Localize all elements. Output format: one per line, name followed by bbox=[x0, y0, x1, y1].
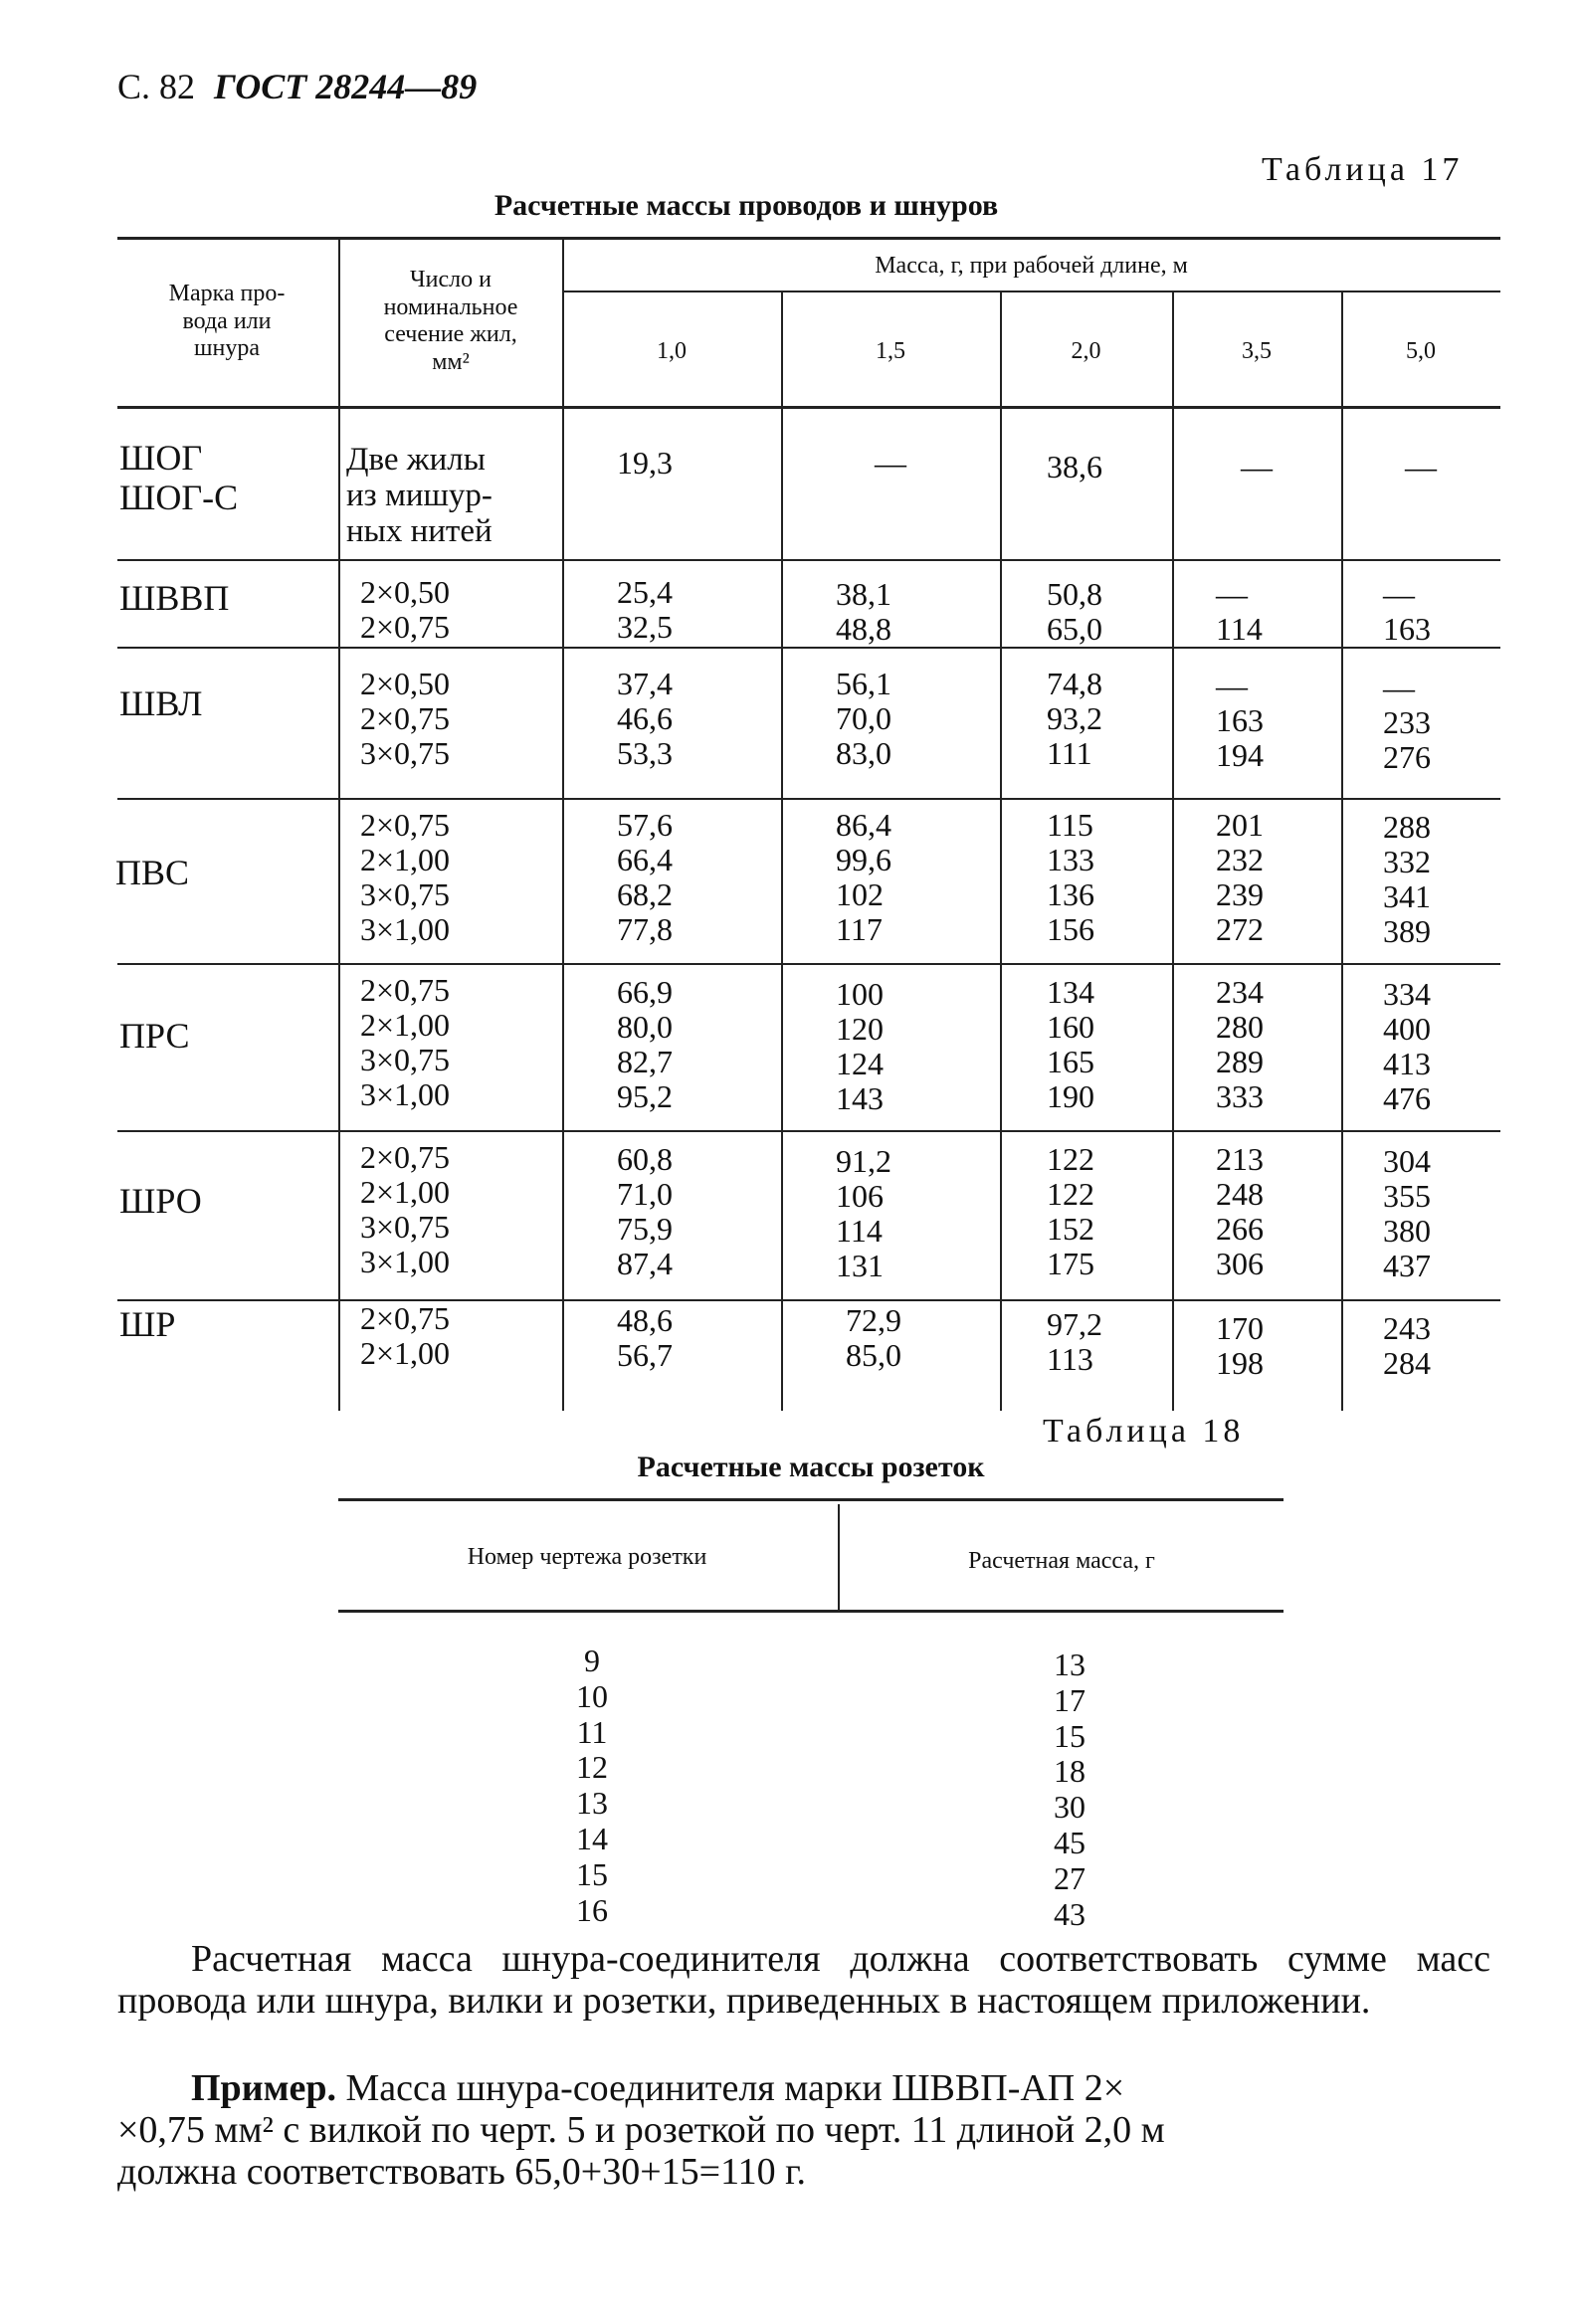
row-sections: 2×0,75 2×1,00 3×0,75 3×1,00 bbox=[360, 807, 451, 947]
row-mass-3-5: 213 248 266 306 bbox=[1216, 1141, 1264, 1281]
table17-col-divider bbox=[562, 237, 564, 1411]
header-length-5: 5,0 bbox=[1406, 338, 1436, 364]
row-mass-3-5: — bbox=[1241, 449, 1273, 484]
header-mass: Масса, г, при рабочей длине, м bbox=[875, 253, 1188, 279]
row-mass-2: 115 133 136 156 bbox=[1047, 807, 1094, 947]
table17-mass-subrule bbox=[562, 290, 1500, 292]
row-mass-1-5: 91,2 106 114 131 bbox=[836, 1143, 891, 1283]
row-brand: ПВС bbox=[115, 853, 190, 892]
row-sections: 2×0,50 2×0,75 bbox=[360, 574, 451, 645]
header-length-3-5: 3,5 bbox=[1242, 338, 1272, 364]
header-length-1: 1,0 bbox=[657, 338, 687, 364]
row-mass-1: 19,3 bbox=[617, 445, 673, 481]
row-sections: 2×0,75 2×1,00 bbox=[360, 1300, 451, 1371]
row-mass-3-5: 201 232 239 272 bbox=[1216, 807, 1264, 947]
row-mass-2: 50,8 65,0 bbox=[1047, 576, 1102, 647]
row-mass-3-5: 170 198 bbox=[1216, 1310, 1264, 1381]
page-header bbox=[117, 66, 477, 107]
row-mass-2: 134 160 165 190 bbox=[1047, 974, 1094, 1114]
table17-header-rule bbox=[117, 406, 1500, 409]
header-length-1-5: 1,5 bbox=[876, 338, 905, 364]
row-mass-1: 66,9 80,0 82,7 95,2 bbox=[617, 974, 673, 1114]
row-sections: 2×0,75 2×1,00 3×0,75 3×1,00 bbox=[360, 972, 451, 1112]
socket-masses-list: 13 17 15 18 30 45 27 43 bbox=[1054, 1646, 1086, 1932]
example-paragraph bbox=[117, 2067, 1490, 2193]
row-mass-1: 48,6 56,7 bbox=[617, 1302, 673, 1373]
table17-top-rule bbox=[117, 237, 1500, 240]
table17-col-divider bbox=[1000, 290, 1002, 1411]
row-mass-1: 60,8 71,0 75,9 87,4 bbox=[617, 1141, 673, 1281]
row-mass-3-5: — 114 bbox=[1216, 576, 1263, 647]
table17-group-rule bbox=[117, 559, 1500, 561]
table17-number: Таблица 17 bbox=[1262, 151, 1464, 188]
row-mass-1-5: 38,1 48,8 bbox=[836, 576, 891, 647]
header-length-2: 2,0 bbox=[1071, 338, 1101, 364]
row-mass-1-5: 100 120 124 143 bbox=[836, 976, 884, 1116]
table17-group-rule bbox=[117, 798, 1500, 800]
row-brand: ШОГ ШОГ-С bbox=[119, 438, 239, 517]
table18-top-rule bbox=[338, 1498, 1284, 1501]
row-mass-5: 288 332 341 389 bbox=[1383, 809, 1431, 949]
row-mass-5: — bbox=[1405, 449, 1437, 484]
row-mass-2: 97,2 113 bbox=[1047, 1306, 1102, 1377]
row-mass-1: 37,4 46,6 53,3 bbox=[617, 666, 673, 771]
header-section: Число и номинальное сечение жил, мм² bbox=[383, 267, 518, 375]
row-brand: ШРО bbox=[119, 1181, 202, 1221]
table17-title: Расчетные массы проводов и шнуров bbox=[494, 189, 999, 222]
table17-group-rule bbox=[117, 647, 1500, 649]
row-mass-3-5: — 163 194 bbox=[1216, 668, 1264, 773]
standard-number: ГОСТ 28244—89 bbox=[214, 67, 478, 106]
row-mass-3-5: 234 280 289 333 bbox=[1216, 974, 1264, 1114]
row-mass-1: 25,4 32,5 bbox=[617, 574, 673, 645]
row-mass-5: 304 355 380 437 bbox=[1383, 1143, 1431, 1283]
row-mass-1-5: 72,9 85,0 bbox=[846, 1302, 901, 1373]
header-brand: Марка про- вода или шнура bbox=[168, 281, 286, 362]
page-number: С. 82 bbox=[117, 67, 196, 106]
table18-number: Таблица 18 bbox=[1043, 1413, 1245, 1450]
header-socket-mass: Расчетная масса, г bbox=[968, 1548, 1155, 1574]
row-mass-1: 57,6 66,4 68,2 77,8 bbox=[617, 807, 673, 947]
row-mass-1-5: 56,1 70,0 83,0 bbox=[836, 666, 891, 771]
body-paragraph: Расчетная масса шнура-соединителя должна соответствовать сумме масс провода или шнура, вилки и розетки, приведенных в настоящем приложении. bbox=[117, 1938, 1490, 2022]
row-brand: ШВЛ bbox=[119, 683, 203, 723]
row-mass-5: 243 284 bbox=[1383, 1310, 1431, 1381]
row-sections: 2×0,75 2×1,00 3×0,75 3×1,00 bbox=[360, 1139, 451, 1279]
table18-title: Расчетные массы розеток bbox=[637, 1451, 985, 1483]
row-mass-5: — 233 276 bbox=[1383, 670, 1431, 775]
row-mass-5: — 163 bbox=[1383, 576, 1431, 647]
example-label: Пример. bbox=[191, 2067, 336, 2109]
row-mass-2: 122 122 152 175 bbox=[1047, 1141, 1094, 1281]
row-brand: ШР bbox=[119, 1304, 176, 1344]
table18-header-rule bbox=[338, 1610, 1284, 1613]
row-brand: ШВВП bbox=[119, 578, 230, 618]
row-mass-1-5: — bbox=[875, 445, 906, 481]
table17-group-rule bbox=[117, 1130, 1500, 1132]
example-text: Масса шнура-соединителя марки ШВВП-АП 2× ×0,75 мм² с вилкой по черт. 5 и розеткой по черт. 11 длиной 2,0 м должна соответствовать 65,0+30+15=110 г. bbox=[117, 2067, 1165, 2193]
row-mass-2: 38,6 bbox=[1047, 449, 1102, 484]
table17-group-rule bbox=[117, 963, 1500, 965]
row-brand: ПРС bbox=[119, 1016, 190, 1056]
table17-group-rule bbox=[117, 1299, 1500, 1301]
drawing-numbers-list: 9 10 11 12 13 14 15 16 bbox=[576, 1643, 608, 1928]
table17-col-divider bbox=[338, 237, 340, 1411]
row-mass-1-5: 86,4 99,6 102 117 bbox=[836, 807, 891, 947]
row-mass-5: 334 400 413 476 bbox=[1383, 976, 1431, 1116]
row-mass-2: 74,8 93,2 111 bbox=[1047, 666, 1102, 771]
header-drawing-number: Номер чертежа розетки bbox=[467, 1544, 707, 1570]
row-sections: 2×0,50 2×0,75 3×0,75 bbox=[360, 666, 451, 771]
row-sections: Две жилы из мишур- ных нитей bbox=[346, 442, 493, 549]
